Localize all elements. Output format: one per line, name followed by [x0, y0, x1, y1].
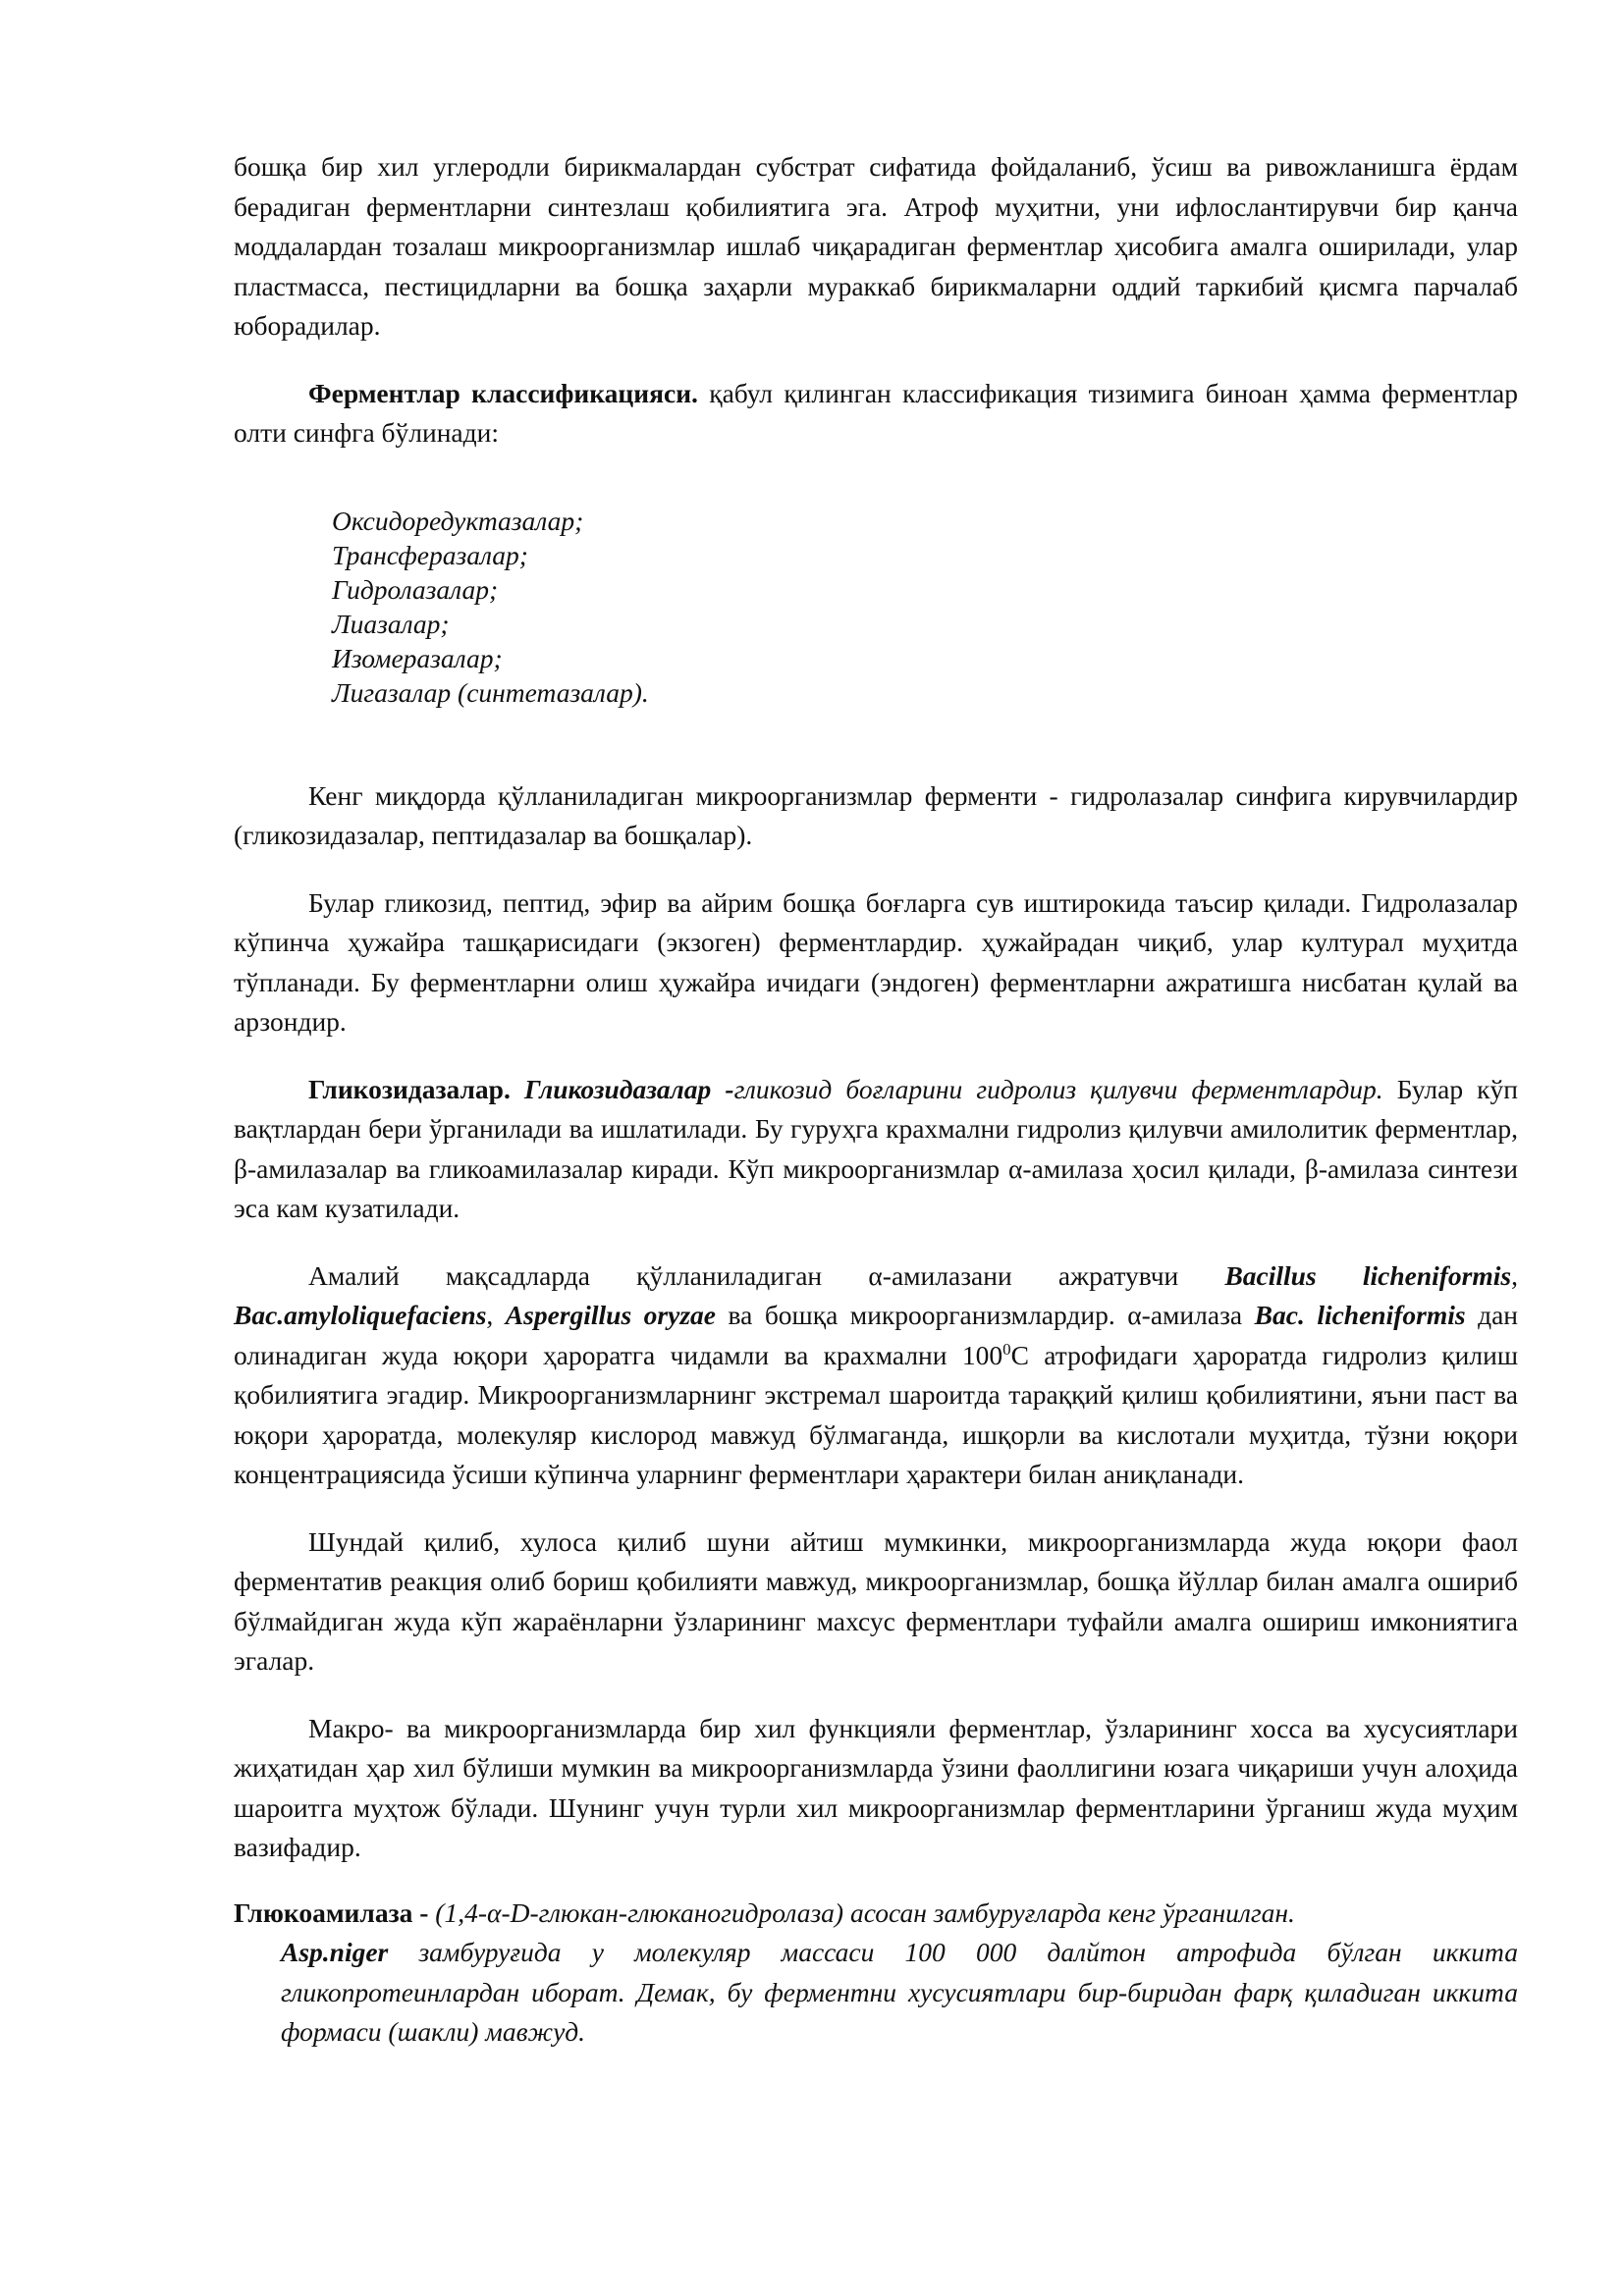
paragraph-text: замбуруғида у молекуляр массаси 100 000 далйтон атрофида бўлган иккита гликопротеинлардан иборат. Демак, бу ферментни хусусиятлари бир-биридан фарқ қиладиган иккита формаси (шакли) мавжуд.: [281, 1937, 1518, 2047]
paragraph-hydrolases-action: [234, 883, 1518, 1042]
paragraph-text: ва бошқа микроорганизмлардир.: [715, 1300, 1128, 1330]
enzyme-class-list: [332, 504, 1518, 710]
list-item: Трансферазалар;: [332, 539, 528, 570]
paragraph-glycosidases: [234, 1070, 1518, 1229]
list-item: Лигазалар (синтетазалар).: [332, 676, 649, 708]
paragraph-text: -амилаза синтези эса кам кузатилади.: [234, 1152, 1519, 1223]
paragraph-text: қабул қилинган классификация тизимига биноан ҳамма ферментлар олти синфга бўлинади:: [234, 377, 1518, 448]
paragraph-hydrolases: [234, 776, 1518, 856]
organism-name: Asp.niger: [281, 1937, 389, 1967]
section-heading-classification: Ферментлар классификацияси.: [308, 377, 698, 408]
section-heading-glycosidases: Гликозидазалар.: [308, 1073, 511, 1104]
list-item: Лиазалар;: [332, 608, 450, 639]
organism-name: Bac.amyloliquefaciens: [234, 1300, 487, 1330]
list-item: Изомеразалар;: [332, 642, 503, 673]
paragraph-text: -амилазалар ва гликоамилазалар киради. Кўп микроорганизмлар: [247, 1152, 1008, 1184]
beta-symbol: β: [234, 1152, 247, 1184]
paragraph-text: Шундай қилиб, хулоса қилиб шуни айтиш мумкинки, микроорганизмларда жуда юқори фаол ферментатив реакция олиб бориш қобилияти мавжуд, микроорганизмлар, бошқа йўллар билан амалга ошириб бўлмайдиган жуда кўп жараёнларни ўзларининг махсус ферментлари туфайли амалга ошириш имкониятига эгалар.: [234, 1525, 1518, 1676]
alpha-symbol: α: [868, 1259, 883, 1291]
paragraph-text: С атрофидаги ҳароратда гидролиз қилиш қобилиятига эгадир. Микроорганизмларнинг экстремал шароитда тараққий қилиш қобилиятини, яъни паст ва юқори ҳароратда, молекуляр кислород мавжуд бўлмаганда, ишқорли ва кислотали муҳитда, тўзни юқори концентрациясида ўсиши кўпинча уларнинг ферментлари ҳарактери билан аниқланади.: [234, 1339, 1518, 1489]
alpha-symbol: α: [1008, 1152, 1023, 1184]
paragraph-text: Булар кўп вақтлардан бери ўрганилади ва ишлатилади. Бу гуруҳга крахмални гидролиз қилувчи амилолитик ферментлар,: [234, 1073, 1518, 1144]
paragraph-classification: [234, 374, 1518, 454]
paragraph-glucoamylase: [234, 1894, 1518, 2053]
paragraph-text: Булар гликозид, пептид, эфир ва айрим бошқа боғларга сув иштирокида таъсир қилади. Гидролазалар кўпинча ҳужайра ташқарисидаги (экзоген) ферментлардир. ҳужайрадан чиқиб, улар културал муҳитда тўпланади. Бу ферментларни олиш ҳужайра ичидаги (эндоген) ферментларни ажратишга нисбатан қулай ва арзондир.: [234, 886, 1518, 1037]
paragraph-text: Макро- ва микроорганизмларда бир хил функцияли ферментлар, ўзларининг хосса ва хусусиятлари жиҳатидан ҳар хил бўлиши мумкин ва микроорганизмларда ўзини фаоллигини юзага чиқариши учун алоҳида шароитга муҳтож бўлади. Шунинг учун турли хил микроорганизмлар ферментларини ўрганиш жуда муҳим вазифадир.: [234, 1712, 1518, 1862]
alpha-symbol: α: [487, 1896, 502, 1928]
paragraph-text: Амалий мақсадларда қўлланиладиган: [308, 1259, 869, 1291]
paragraph-text: (1,4-: [428, 1896, 487, 1928]
paragraph-macro-micro: [234, 1709, 1518, 1868]
paragraph-text: бошқа бир хил углеродли бирикмалардан субстрат сифатида фойдаланиб, ўсиш ва ривожланишга ёрдам берадиган ферментларни синтезлаш қобилиятига эга. Атроф муҳитни, уни ифлослантирувчи бир қанча моддалардан тозалаш микроорганизмлар ишлаб чиқарадиган ферментлар ҳисобига амалга оширилади, улар пластмасса, пестицидларни ва бошқа заҳарли мураккаб бирикмаларни оддий таркибий қисмга парчалаб юборадилар.: [234, 151, 1518, 341]
paragraph-text: ,: [1511, 1259, 1518, 1291]
paragraph-text: -амилаза: [1141, 1300, 1255, 1330]
section-heading-glucoamylase: Глюкоамилаза -: [234, 1896, 429, 1928]
document-page: [234, 147, 1518, 2053]
organism-name: Bacillus licheniformis: [1224, 1259, 1512, 1291]
paragraph-text: -D-глюкан-глюканогидролаза) асосан замбуруғларда кенг ўрганилган.: [501, 1896, 1295, 1928]
paragraph-enzyme-synthesis: [234, 147, 1518, 347]
paragraph-text: ,: [486, 1300, 506, 1330]
beta-symbol: β: [1304, 1152, 1319, 1184]
heading-italic: Гликозидазалар -: [510, 1073, 734, 1104]
list-item: Гидролазалар;: [332, 573, 499, 605]
paragraph-text: Кенг миқдорда қўлланиладиган микроорганизмлар ферменти - гидролазалар синфига кирувчилардир (гликозидазалар, пептидазалар ва бошқалар).: [234, 779, 1518, 850]
degree-superscript: 0: [1002, 1339, 1011, 1359]
organism-name: Bac. licheniformis: [1254, 1300, 1466, 1330]
alpha-symbol: α: [1127, 1300, 1142, 1330]
glucoamylase-continuation: [234, 1933, 1518, 2053]
paragraph-text: -амилаза ҳосил қилади,: [1022, 1152, 1305, 1184]
list-item: Оксидоредуктазалар;: [332, 505, 584, 536]
paragraph-text: дан олинадиган жуда юқори ҳароратга чидамли ва крахмални 100: [234, 1300, 1519, 1370]
paragraph-text: -амилазани ажратувчи: [882, 1259, 1225, 1291]
definition-text: гликозид боғларини гидролиз қилувчи ферментлардир.: [733, 1073, 1383, 1104]
paragraph-conclusion: [234, 1522, 1518, 1682]
organism-name: Aspergillus oryzae: [505, 1300, 716, 1330]
paragraph-alpha-amylase: [234, 1256, 1518, 1495]
